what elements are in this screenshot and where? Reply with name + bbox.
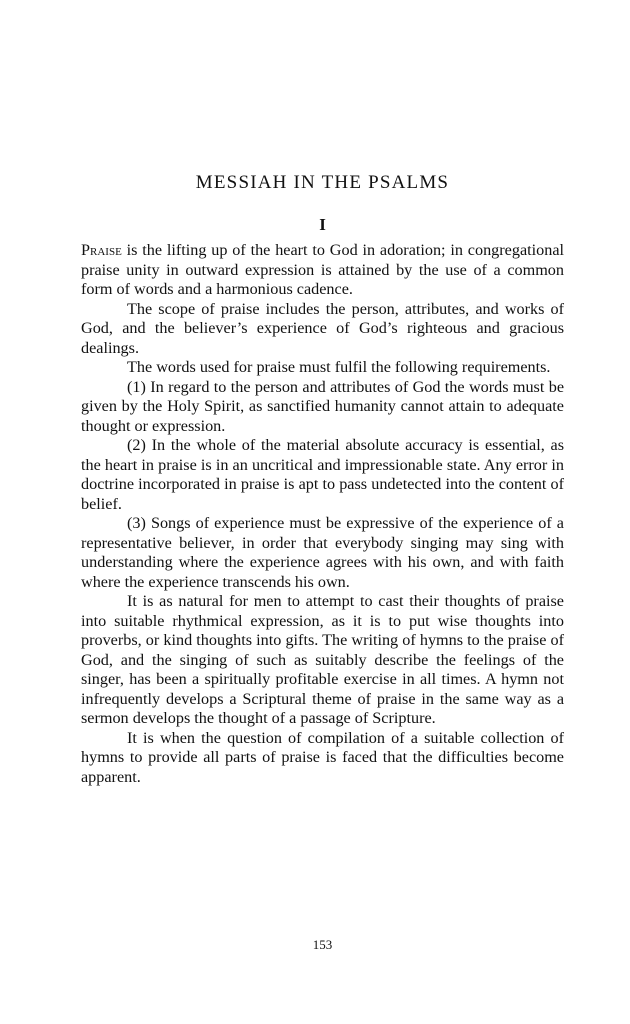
paragraph-2: The scope of praise includes the person, attributes, and works of God, and the believer’s experience of God’s righteous and gracious dealings.: [81, 299, 564, 357]
paragraph-1: [81, 241, 564, 300]
chapter-title: MESSIAH IN THE PSALMS: [195, 172, 450, 193]
section-number: I: [319, 215, 326, 234]
body-text: [81, 241, 564, 787]
paragraph-8: It is when the question of compilation of a suitable collection of hymns to provide all parts of praise is faced that the difficulties become apparent.: [81, 728, 564, 786]
page-number: 153: [312, 937, 333, 952]
paragraph-7: It is as natural for men to attempt to cast their thoughts of praise into suitable rhythmical expression, as it is to put wise thoughts into proverbs, or kind thoughts into gifts. The writing of hymns to the praise of God, and the singing of such as suitably describe the feelings of the singer, has been a spiritually profitable exercise in all times. A hymn not infrequently develops a Scriptural theme of praise in the same way as a sermon develops the thought of a passage of Scripture.: [81, 592, 564, 727]
paragraph-requirement-1: (1) In regard to the person and attributes of God the words must be given by the Holy Spirit, as sanctified humanity cannot attain to adequate thought or expression.: [81, 377, 564, 435]
paragraph-text: is the lifting up of the heart to God in adoration; in congregational praise unity in outward expression is attained by the use of a common form of words and a harmonious cadence.: [81, 241, 564, 298]
paragraph-requirement-3: (3) Songs of experience must be expressive of the experience of a representative believer, in order that everybody singing may sing with understanding where the experience agrees with his own, and with faith where the experience transcends his own.: [81, 514, 564, 591]
lead-word: Praise: [81, 241, 122, 259]
paragraph-requirement-2: (2) In the whole of the material absolute accuracy is essential, as the heart in praise is in an uncritical and impressionable state. Any error in doctrine incorporated in praise is apt to pass undetected into the content of belief.: [81, 436, 564, 513]
paragraph-3: The words used for praise must fulfil the following requirements.: [127, 358, 551, 376]
